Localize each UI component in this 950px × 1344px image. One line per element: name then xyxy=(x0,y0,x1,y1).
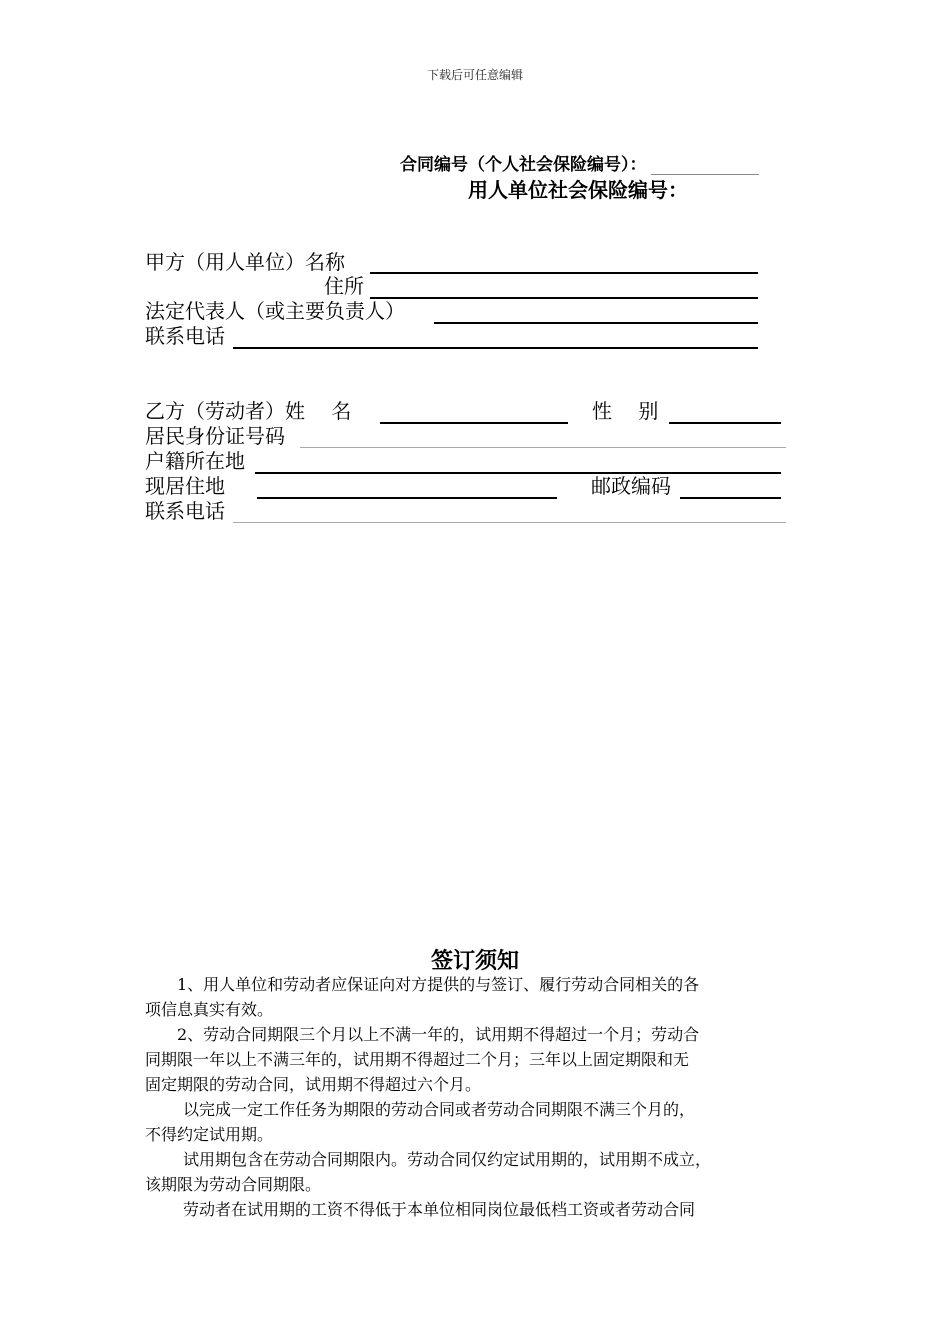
party-a-address-blank[interactable] xyxy=(370,273,758,299)
notice-line: 固定期限的劳动合同，试用期不得超过六个月。 xyxy=(145,1075,482,1094)
party-a-name-blank[interactable] xyxy=(370,248,758,274)
party-b-id-blank[interactable] xyxy=(300,423,786,448)
party-b-name-label: 乙方（劳动者）姓 名 xyxy=(145,399,352,423)
contract-number-row xyxy=(400,150,759,175)
notice-line: 以完成一定工作任务为期限的劳动合同或者劳动合同期限不满三个月的， xyxy=(183,1100,696,1119)
party-a-phone-blank[interactable] xyxy=(233,323,758,349)
party-b-phone-blank[interactable] xyxy=(233,498,786,523)
notice-line: 1、用人单位和劳动者应保证向对方提供的与签订、履行劳动合同相关的各 xyxy=(177,975,700,994)
party-b-postcode-label: 邮政编码 xyxy=(591,474,671,498)
notice-line: 劳动者在试用期的工资不得低于本单位相同岗位最低档工资或者劳动合同 xyxy=(183,1200,696,1219)
party-a-legal-rep-blank[interactable] xyxy=(434,298,758,324)
notice-title: 签订须知 xyxy=(430,949,519,974)
contract-number-blank[interactable] xyxy=(651,158,759,175)
notice-line: 2、劳动合同期限三个月以上不满一年的，试用期不得超过一个月；劳动合 xyxy=(177,1025,700,1044)
party-b-gender-label: 性 别 xyxy=(592,399,659,423)
party-a-phone-label: 联系电话 xyxy=(145,324,225,348)
notice-line: 不得约定试用期。 xyxy=(145,1125,274,1144)
party-b-name-blank[interactable] xyxy=(380,398,568,424)
party-b-household-blank[interactable] xyxy=(255,448,781,474)
party-b-household-label: 户籍所在地 xyxy=(145,449,245,473)
party-a-address-label: 住所 xyxy=(324,274,364,298)
contract-number-label: 合同编号（个人社会保险编号）： xyxy=(400,155,647,175)
header-note: 下载后可任意编辑 xyxy=(426,68,523,82)
notice-line: 该期限为劳动合同期限。 xyxy=(145,1175,322,1194)
party-b-residence-blank[interactable] xyxy=(257,473,557,499)
party-b-postcode-blank[interactable] xyxy=(680,473,781,499)
notice-line: 同期限一年以上不满三年的，试用期不得超过二个月；三年以上固定期限和无 xyxy=(145,1050,690,1069)
party-b-phone-label: 联系电话 xyxy=(145,499,225,523)
party-a-name-label: 甲方（用人单位）名称 xyxy=(145,250,345,274)
party-b-gender-blank[interactable] xyxy=(669,398,781,424)
party-a-legal-rep-label: 法定代表人（或主要负责人） xyxy=(145,299,405,323)
employer-insurance-number-label: 用人单位社会保险编号： xyxy=(468,178,688,202)
party-b-residence-label: 现居住地 xyxy=(145,474,225,498)
notice-line: 项信息真实有效。 xyxy=(145,1000,274,1019)
notice-line: 试用期包含在劳动合同期限内。劳动合同仅约定试用期的，试用期不成立， xyxy=(183,1150,712,1169)
notice-body xyxy=(145,972,807,1222)
party-b-id-label: 居民身份证号码 xyxy=(145,424,285,448)
